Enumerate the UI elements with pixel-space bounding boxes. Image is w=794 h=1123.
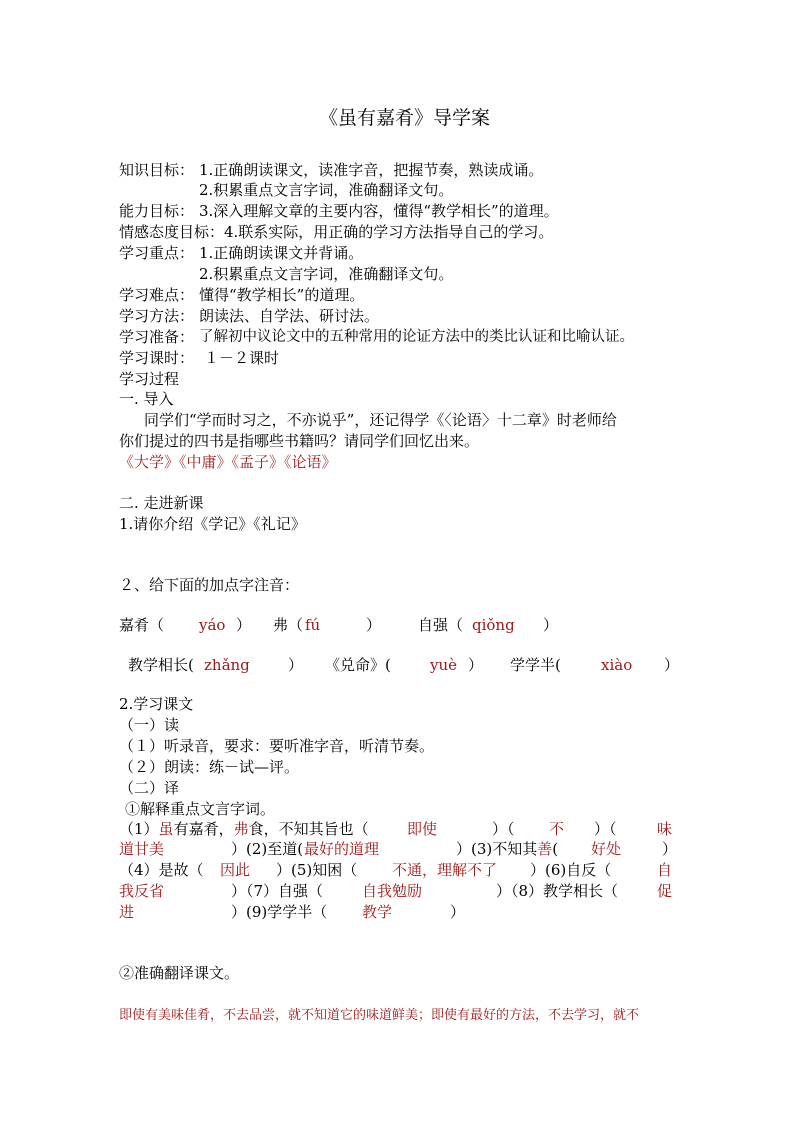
words-heading: ①解释重点文言字词。 — [125, 800, 276, 818]
answer-6: 因此 — [220, 861, 251, 879]
item-3-paren: ( — [552, 840, 559, 858]
exercise-line-4-text-1: ）（7）自强（ — [231, 882, 324, 900]
intro-heading: 一. 导入 — [119, 390, 174, 408]
exercise-line-5-text-1: ）(9)学学半（ — [231, 903, 328, 921]
translate-section-heading: （二）译 — [119, 779, 180, 797]
item-1-dotted-1: 虽 — [158, 820, 174, 838]
read-step-1: （１）听录音，要求：要听准字音，听清节奏。 — [119, 737, 435, 755]
exercise-line-1 — [119, 819, 369, 839]
item-3-dotted: 善 — [537, 840, 553, 858]
exercise-line-2-close: ） — [662, 840, 678, 858]
page-title: 《虽有嘉肴》导学案 — [319, 107, 491, 129]
answer-3-end: 道甘美 — [119, 840, 165, 858]
difficulty-item-1: 懂得“教学相长”的道理。 — [199, 286, 365, 304]
exercise-line-3-text-3: ）(6)自反（ — [530, 861, 612, 879]
pinyin-row1-a-close: ） — [236, 616, 252, 634]
exercise-line-2-text-2 — [456, 839, 558, 859]
item-3-text: ）(3)不知其 — [456, 840, 538, 858]
answer-5: 好处 — [591, 840, 622, 858]
pinyin-row1-b: 弗（ — [273, 616, 304, 634]
key-label: 学习重点： — [119, 244, 195, 262]
answer-2: 不 — [549, 820, 565, 838]
item-1-number: （1） — [119, 820, 159, 838]
prep-label: 学习准备： — [119, 328, 195, 346]
item-1-text-2: 食，不知其旨也（ — [248, 820, 369, 838]
pinyin-row2-b-answer: yuè — [430, 656, 458, 674]
intro-paragraph-line-1: 同学们“学而时习之，不亦说乎”，还记得学《〈论语〉十二章》时老师给 — [144, 411, 617, 429]
pinyin-row2-b: 《兑命》( — [325, 656, 391, 674]
answer-4: 最好的道理 — [304, 840, 380, 858]
answer-11: 教学 — [362, 903, 393, 921]
new-lesson-heading: 二. 走进新课 — [119, 494, 204, 512]
intro-paragraph-line-2: 你们提过的四书是指哪些书籍吗？请同学们回忆出来。 — [119, 432, 480, 450]
intro-answer: 《大学》《中庸》《孟子》《论语》 — [119, 453, 337, 471]
knowledge-label: 知识目标： — [119, 161, 195, 179]
answer-8-start: 自 — [657, 861, 673, 879]
pinyin-row1-a: 嘉肴（ — [119, 616, 165, 634]
pinyin-row2-c-close: ） — [664, 656, 680, 674]
translate-heading: ②准确翻译课文。 — [119, 964, 240, 982]
answer-10-end: 进 — [119, 903, 135, 921]
exercise-line-2-text-1: ）(2)至道( — [231, 840, 304, 858]
exercise-line-3-text-1: （4）是故（ — [119, 861, 204, 879]
hours-label: 学习课时： — [119, 349, 195, 367]
pinyin-row2-a-answer: zhǎng — [204, 656, 250, 674]
pinyin-heading: ２、给下面的加点字注音： — [119, 576, 300, 594]
new-lesson-question-1: 1.请你介绍《学记》《礼记》 — [119, 515, 306, 533]
read-step-2: （２）朗读：练－试—评。 — [119, 758, 300, 776]
exercise-line-3-text-2: ）(5)知困（ — [276, 861, 358, 879]
pinyin-row1-c: 自强（ — [418, 616, 464, 634]
process-heading: 学习过程 — [119, 370, 180, 388]
emotion-label: 情感态度目标： — [119, 223, 225, 241]
difficulty-label: 学习难点： — [119, 286, 195, 304]
pinyin-row2-a-close: ） — [288, 656, 304, 674]
pinyin-row2-c-answer: xiào — [601, 656, 633, 674]
pinyin-row1-c-answer: qiǒng — [472, 616, 515, 634]
pinyin-row2-a: 教学相长( — [128, 656, 194, 674]
ability-item-1: 3.深入理解文章的主要内容，懂得“教学相长”的道理。 — [199, 202, 559, 220]
emotion-item-1: 4.联系实际，用正确的学习方法指导自己的学习。 — [224, 223, 554, 241]
hours-item-1: １－２课时 — [204, 349, 280, 367]
answer-1: 即使 — [407, 820, 438, 838]
key-item-2: 2.积累重点文言字词，准确翻译文句。 — [199, 265, 454, 283]
item-1-dotted-2: 弗 — [233, 820, 249, 838]
study-heading: 2.学习课文 — [119, 695, 194, 713]
exercise-line-4-text-2: ）（8）教学相长（ — [496, 882, 619, 900]
answer-10-start: 促 — [657, 882, 673, 900]
key-item-1: 1.正确朗读课文并背诵。 — [199, 244, 364, 262]
pinyin-row1-b-answer: fú — [305, 616, 321, 634]
item-1-text-1: 有嘉肴， — [173, 820, 234, 838]
pinyin-row2-b-close: ） — [468, 656, 484, 674]
answer-3-start: 味 — [657, 820, 673, 838]
knowledge-item-2: 2.积累重点文言字词，准确翻译文句。 — [199, 181, 454, 199]
read-heading: （一）读 — [119, 716, 180, 734]
pinyin-row1-c-close: ） — [543, 616, 559, 634]
pinyin-row1-b-close: ） — [366, 616, 382, 634]
pinyin-row2-c: 学学半( — [510, 656, 561, 674]
answer-8-end: 我反省 — [119, 882, 165, 900]
answer-7: 不通，理解不了 — [392, 861, 498, 879]
answer-9: 自我勉励 — [362, 882, 423, 900]
exercise-line-5-close: ） — [450, 903, 466, 921]
knowledge-item-1: 1.正确朗读课文，读准字音，把握节奏，熟读成诵。 — [199, 161, 544, 179]
exercise-line-1-paren-2: ）（ — [594, 820, 617, 838]
method-item-1: 朗读法、自学法、研讨法。 — [199, 307, 380, 325]
pinyin-row1-a-answer: yáo — [199, 616, 226, 634]
method-label: 学习方法： — [119, 307, 195, 325]
prep-item-1: 了解初中议论文中的五种常用的论证方法中的类比认证和比喻认证。 — [199, 329, 634, 345]
ability-label: 能力目标： — [119, 202, 195, 220]
translate-answer: 即使有美味佳肴，不去品尝，就不知道它的味道鲜美；即使有最好的方法，不去学习，就不 — [119, 1008, 640, 1023]
exercise-line-1-paren-1: ）（ — [492, 820, 515, 838]
